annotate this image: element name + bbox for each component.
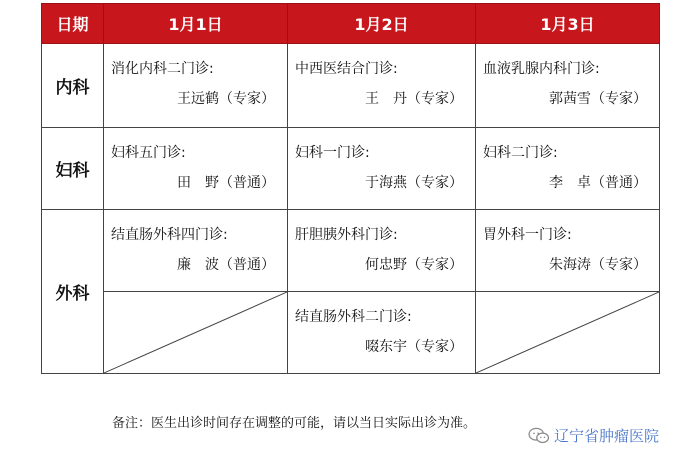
dept-gyn: 妇科 [42,128,104,210]
header-day-2: 1月2日 [288,4,476,44]
slot-surgery-day2-extra [288,292,476,374]
slot-gyn-day3 [476,128,660,210]
row-internal [42,44,660,128]
doctor-name: 王远鹤（专家） [177,91,275,107]
slot-internal-day1 [104,44,288,128]
slot-surgery-day1 [104,210,288,292]
doctor-name: 啜东宇（专家） [365,339,463,355]
doctor-name: 田 野（普通） [177,175,275,191]
wechat-icon [528,427,550,445]
clinic-name: 消化内科二门诊: [111,61,214,77]
clinic-name: 妇科五门诊: [111,145,186,161]
watermark [528,425,659,446]
slot-surgery-day2 [288,210,476,292]
header-row [42,4,660,44]
clinic-name: 肝胆胰外科门诊: [295,227,398,243]
empty-slot-surgery-day1 [104,292,288,374]
row-surgery-2 [42,292,660,374]
clinic-name: 妇科二门诊: [483,145,558,161]
doctor-name: 朱海涛（专家） [549,257,647,273]
header-day-1: 1月1日 [104,4,288,44]
slot-surgery-day3 [476,210,660,292]
dept-internal: 内科 [42,44,104,128]
doctor-name: 何忠野（专家） [365,257,463,273]
diagonal-strike [104,292,287,373]
schedule-note: 备注：医生出诊时间存在调整的可能，请以当日实际出诊为准。 [112,416,477,431]
doctor-name: 廉 波（普通） [177,257,275,273]
empty-slot-surgery-day3 [476,292,660,374]
slot-internal-day2 [288,44,476,128]
header-corner: 日期 [42,4,104,44]
doctor-name: 于海燕（专家） [365,175,463,191]
clinic-name: 结直肠外科二门诊: [295,309,412,325]
watermark-text: 辽宁省肿瘤医院 [554,427,660,445]
doctor-name: 李 卓（普通） [549,175,647,191]
row-surgery-1 [42,210,660,292]
slot-gyn-day2 [288,128,476,210]
row-gyn [42,128,660,210]
slot-gyn-day1 [104,128,288,210]
header-day-3: 1月3日 [476,4,660,44]
holiday-clinic-schedule-table [41,3,660,374]
clinic-name: 妇科一门诊: [295,145,370,161]
doctor-name: 郭茜雪（专家） [549,91,647,107]
dept-surgery: 外科 [42,210,104,374]
diagonal-strike [476,292,659,373]
clinic-name: 胃外科一门诊: [483,227,572,243]
slot-internal-day3 [476,44,660,128]
clinic-name: 结直肠外科四门诊: [111,227,228,243]
doctor-name: 王 丹（专家） [365,91,463,107]
clinic-name: 血液乳腺内科门诊: [483,61,600,77]
clinic-name: 中西医结合门诊: [295,61,398,77]
